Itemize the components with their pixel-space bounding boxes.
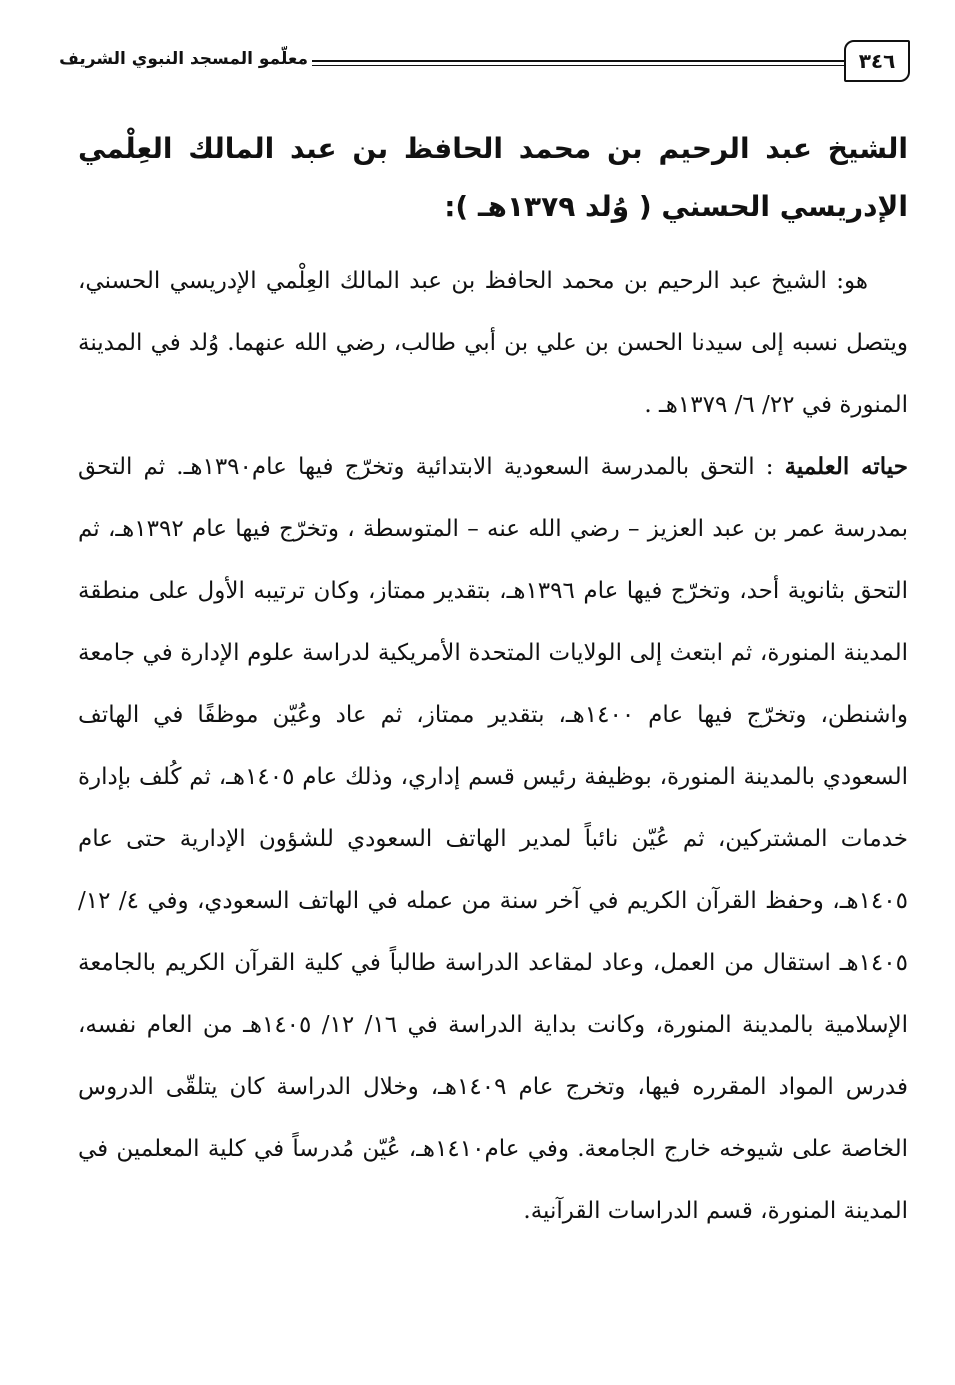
section-heading: الشيخ عبد الرحيم بن محمد الحافظ بن عبد المالك العِلْمي الإدريسي الحسني ( وُلد ١٣٧٩هـ ):	[78, 132, 908, 223]
page-body	[78, 120, 908, 1242]
running-title: معلّمو المسجد النبوي الشريف	[59, 49, 308, 69]
page-header	[59, 40, 910, 84]
education-lead: حياته العلمية	[784, 453, 908, 480]
page-number: ٣٤٦	[844, 40, 910, 82]
biography-paragraph: هو: الشيخ عبد الرحيم بن محمد الحافظ بن عبد المالك العِلْمي الإدريسي الحسني، ويتصل نسبه إلى سيدنا الحسن بن علي بن أبي طالب، رضي الله عنهما. وُلد في المدينة المنورة في ٢٢/ ٦/ ١٣٧٩هـ .	[78, 268, 908, 418]
education-paragraph	[78, 436, 908, 1242]
header-rule-thin	[312, 65, 844, 66]
header-rule	[312, 60, 844, 62]
education-text: : التحق بالمدرسة السعودية الابتدائية وتخرّج فيها عام١٣٩٠هـ. ثم التحق بمدرسة عمر بن عبد العزيز – رضي الله عنه – المتوسطة ، وتخرّج فيها عام ١٣٩٢هـ، ثم التحق بثانوية أحد، وتخرّج فيها عام ١٣٩٦هـ، بتقدير ممتاز، وكان ترتيبه الأول على منطقة المدينة المنورة، ثم ابتعث إلى الولايات المتحدة الأمريكية لدراسة علوم الإدارة في جامعة واشنطن، وتخرّج فيها عام ١٤٠٠هـ، بتقدير ممتاز، ثم عاد وعُيّن موظفًا في الهاتف السعودي بالمدينة المنورة، بوظيفة رئيس قسم إداري، وذلك عام ١٤٠٥هـ، ثم كُلف بإدارة خدمات المشتركين، ثم عُيّن نائباً لمدير الهاتف السعودي للشؤون الإدارية حتى عام ١٤٠٥هـ، وحفظ القرآن الكريم في آخر سنة من عمله في الهاتف السعودي، وفي ٤/ ١٢/ ١٤٠٥هـ استقال من العمل، وعاد لمقاعد الدراسة طالباً في كلية القرآن الكريم بالجامعة الإسلامية بالمدينة المنورة، وكانت بداية الدراسة في ١٦/ ١٢/ ١٤٠٥هـ من العام نفسه، فدرس المواد المقرره فيها، وتخرج عام ١٤٠٩هـ، وخلال الدراسة كان يتلقّى الدروس الخاصة على شيوخه خارج الجامعة. وفي عام١٤١٠هـ، عُيّن مُدرساً في كلية المعلمين في المدينة المنورة، قسم الدراسات القرآنية.	[78, 454, 908, 1224]
